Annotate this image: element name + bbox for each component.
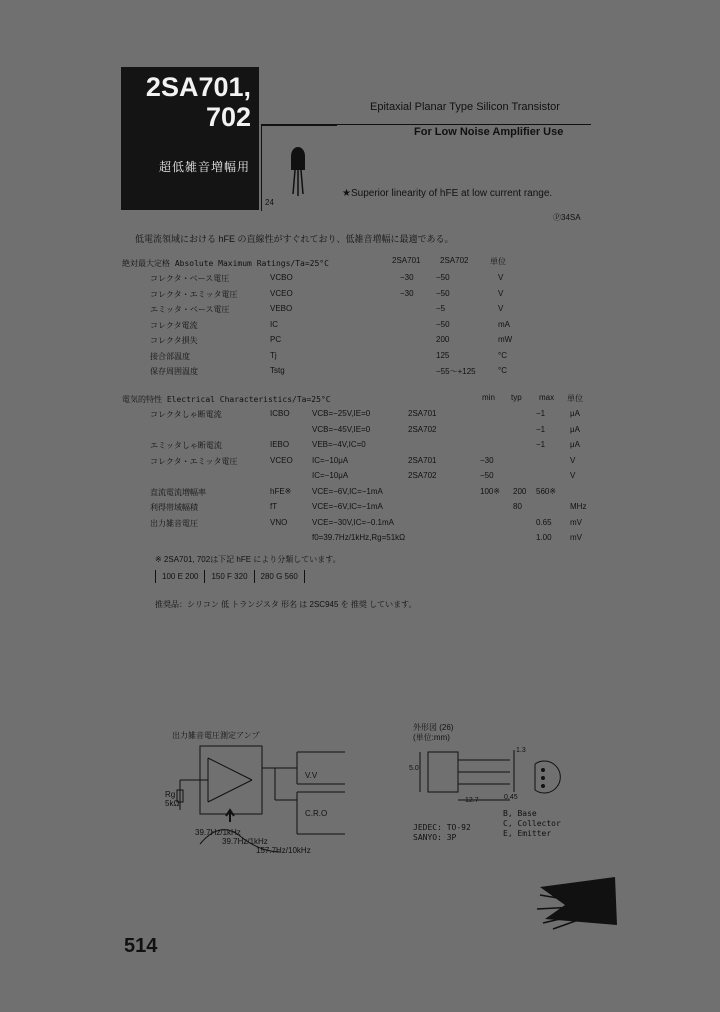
- package-unit: (単位:mm): [413, 733, 450, 742]
- scan-artifact: [535, 875, 620, 935]
- elec-row-min: 100※: [480, 486, 501, 496]
- intro-text: 低電流領域における hFE の直線性がすぐれており、低雑音増幅に最適である。: [135, 234, 454, 244]
- abs-row-2sa702: −50: [436, 273, 450, 282]
- abs-row-symbol: VEBO: [270, 304, 293, 313]
- elec-row-device: 2SA701: [408, 409, 437, 418]
- abs-row-unit: °C: [498, 350, 507, 360]
- dim-a: 5.0: [409, 765, 419, 772]
- abs-row-name: エミッタ・ベース電圧: [150, 305, 230, 314]
- abs-col-unit: 単位: [490, 257, 506, 266]
- elec-row-unit: μA: [570, 440, 580, 449]
- elec-row-condition: VCB=−45V,IE=0: [312, 424, 371, 434]
- abs-row-name: コレクタ・エミッタ電圧: [150, 289, 238, 299]
- elec-col-typ: typ: [511, 393, 522, 402]
- elec-row-name: 直流電流増幅率: [150, 487, 206, 497]
- part-number-block: [121, 67, 259, 210]
- abs-row-name: 接合部温度: [150, 351, 190, 361]
- elec-row-device: 2SA702: [408, 471, 437, 480]
- elec-row-condition: VCE=−6V,IC=−1mA: [312, 486, 383, 496]
- jedec-label: JEDEC: TO-92: [413, 823, 471, 832]
- freq-label-3: 157.7Hz/10kHz: [256, 846, 311, 855]
- elec-row-condition: IC=−10μA: [312, 455, 349, 465]
- abs-row-name: コレクタ・ベース電圧: [150, 274, 230, 283]
- abs-row-unit: mW: [498, 335, 513, 344]
- circuit-title: 出力雑音電圧測定アンプ: [172, 731, 260, 740]
- elec-col-min: min: [482, 393, 495, 402]
- elec-row-typ: 200: [513, 486, 527, 496]
- elec-row-device: 2SA702: [408, 424, 437, 434]
- abs-row-name: 保存周囲温度: [150, 367, 198, 376]
- abs-col-2sa701: 2SA701: [392, 256, 421, 265]
- abs-row-unit: °C: [498, 366, 507, 375]
- abs-row-name: コレクタ損失: [150, 336, 198, 345]
- hfe-class-table: [155, 570, 305, 583]
- cro-label: C.R.O: [305, 809, 328, 818]
- abs-row-symbol: PC: [270, 335, 282, 344]
- rg-label: Rg 5kΩ: [165, 790, 180, 808]
- hfe-class-g: 280 G 560: [254, 570, 304, 583]
- dim-b: 0.45: [504, 794, 518, 801]
- elec-row-condition: f0=39.7Hz/1kHz,Rg=51kΩ: [312, 533, 406, 542]
- abs-row-unit: V: [498, 304, 504, 313]
- elec-row-max: −1: [536, 424, 546, 434]
- elec-row-min: −50: [480, 471, 494, 480]
- abs-row-2sa702: 200: [436, 335, 450, 344]
- elec-row-condition: IC=−10μA: [312, 471, 349, 480]
- hfe-class-f: 150 F 320: [205, 570, 254, 583]
- package-title: 外形図 (26): [413, 723, 454, 732]
- abs-row-unit: mA: [498, 319, 510, 329]
- abs-row-symbol: VCEO: [270, 288, 293, 298]
- elec-row-unit: mV: [570, 517, 582, 527]
- dim-c: 12.7: [465, 797, 479, 804]
- elec-row-symbol: VNO: [270, 517, 288, 527]
- abs-row-symbol: Tj: [270, 350, 277, 360]
- elec-row-unit: μA: [570, 424, 580, 434]
- abs-max-heading: 絶対最大定格 Absolute Maximum Ratings/Ta=25°C: [122, 259, 329, 268]
- page-number: 514: [124, 935, 158, 957]
- elec-col-unit: 単位: [567, 394, 583, 403]
- elec-row-min: −30: [480, 455, 494, 465]
- legend-emitter: E, Emitter: [503, 829, 552, 838]
- subtitle: Epitaxial Planar Type Silicon Transistor: [370, 101, 560, 113]
- elec-row-condition: VEB=−4V,IC=0: [312, 440, 366, 449]
- part-number-2: 702: [205, 102, 251, 132]
- elec-row-name: エミッタしゃ断電流: [150, 441, 222, 450]
- feature: ★Superior linearity of hFE at low current range.: [342, 188, 553, 199]
- elec-row-unit: V: [570, 471, 576, 480]
- elec-row-device: 2SA701: [408, 455, 437, 465]
- application: For Low Noise Amplifier Use: [414, 126, 564, 138]
- abs-row-2sa702: −5: [436, 304, 446, 313]
- package-outline-drawing: [410, 742, 580, 812]
- abs-row-unit: V: [498, 273, 504, 282]
- elec-col-max: max: [539, 393, 555, 402]
- elec-row-max: 560※: [536, 486, 557, 496]
- elec-row-name: コレクタ・エミッタ電圧: [150, 456, 238, 466]
- elec-row-name: コレクタしゃ断電流: [150, 410, 222, 419]
- package-tag: 24: [265, 198, 274, 207]
- abs-row-symbol: VCBO: [270, 273, 293, 282]
- abs-row-2sa701: −30: [400, 273, 414, 282]
- elec-row-unit: V: [570, 455, 576, 465]
- elec-row-name: 利得帯域幅積: [150, 503, 198, 512]
- abs-row-unit: V: [498, 288, 504, 298]
- legend-base: B, Base: [503, 809, 537, 818]
- elec-row-typ: 80: [513, 502, 522, 511]
- drawing-number: Ⓟ34SA: [553, 213, 581, 222]
- elec-row-max: −1: [536, 440, 546, 449]
- elec-row-condition: VCB=−25V,IE=0: [312, 409, 371, 418]
- elec-row-unit: MHz: [570, 502, 587, 511]
- legend-collector: C, Collector: [503, 819, 561, 828]
- abs-row-2sa702: −50: [436, 319, 450, 329]
- elec-row-symbol: fT: [270, 502, 278, 511]
- sanyo-label: SANYO: 3P: [413, 833, 457, 842]
- vv-label: V.V: [305, 771, 318, 780]
- elec-row-max: 1.00: [536, 533, 552, 542]
- elec-row-condition: VCE=−30V,IC=−0.1mA: [312, 517, 394, 527]
- elec-row-symbol: VCEO: [270, 455, 293, 465]
- elec-row-max: 0.65: [536, 517, 552, 527]
- elec-row-unit: μA: [570, 409, 580, 418]
- elec-row-symbol: ICBO: [270, 409, 290, 418]
- abs-row-name: コレクタ電流: [150, 320, 198, 330]
- hfe-note: ※ 2SA701, 702は下記 hFE により分類しています。: [155, 555, 341, 564]
- elec-row-unit: mV: [570, 533, 582, 542]
- recommendation: 推奨品：シリコン 低 トランジスタ 形名 は 2SC945 を 推奨 しています。: [155, 600, 417, 609]
- abs-row-symbol: Tstg: [270, 366, 285, 375]
- hfe-class-e: 100 E 200: [156, 570, 205, 583]
- abs-row-2sa701: −30: [400, 288, 414, 298]
- elec-row-symbol: hFE※: [270, 486, 292, 496]
- package-photo-box: [261, 125, 337, 211]
- abs-row-2sa702: −55〜+125: [436, 367, 476, 376]
- elec-row-max: −1: [536, 409, 546, 418]
- elec-row-symbol: IEBO: [270, 440, 290, 449]
- elec-row-name: 出力雑音電圧: [150, 518, 198, 528]
- jp-title: 超低雑音増幅用: [159, 160, 251, 174]
- elec-row-condition: VCE=−6V,IC=−1mA: [312, 502, 383, 511]
- freq-label-1: 39.7Hz/1kHz: [195, 828, 241, 837]
- abs-row-2sa702: −50: [436, 288, 450, 298]
- abs-col-2sa702: 2SA702: [440, 256, 469, 265]
- dim-d: 1.3: [516, 747, 526, 754]
- abs-row-2sa702: 125: [436, 350, 450, 360]
- freq-label-2: 39.7Hz/1kHz: [222, 837, 268, 846]
- part-number-1: 2SA701,: [145, 72, 251, 102]
- abs-row-symbol: IC: [270, 319, 278, 329]
- elec-heading: 電気的特性 Electrical Characteristics/Ta=25°C: [122, 395, 331, 404]
